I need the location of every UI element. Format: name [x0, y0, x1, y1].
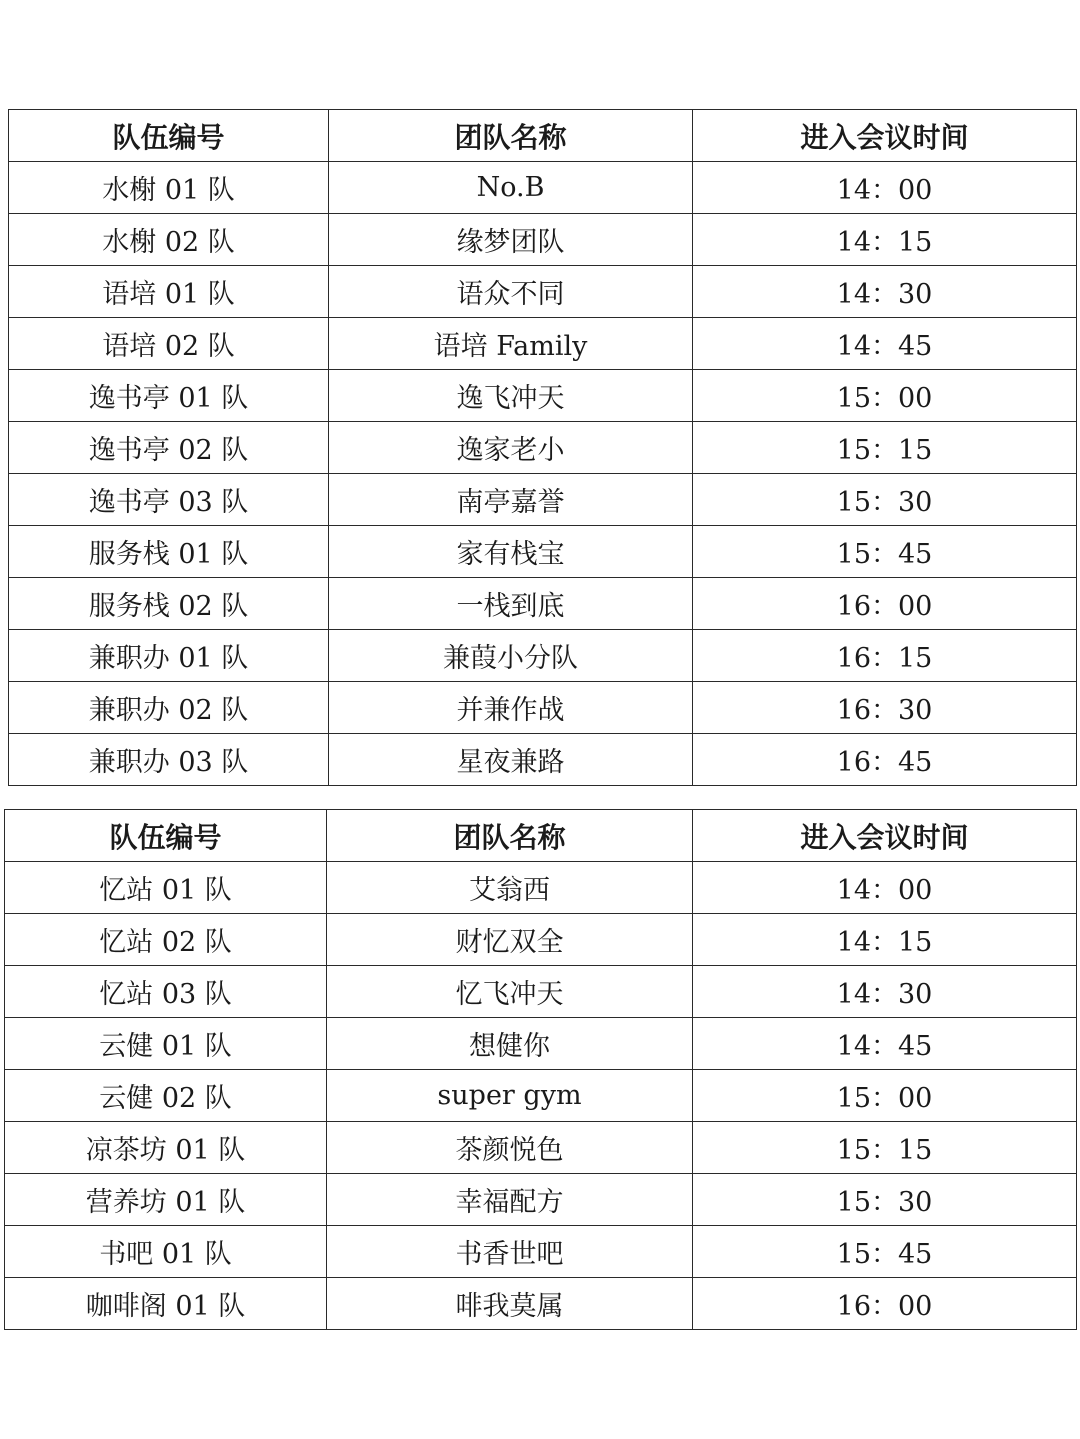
column-header-team-name: 团队名称	[327, 810, 693, 862]
team-name-cell: 逸家老小	[329, 422, 693, 474]
table-row	[9, 682, 1077, 734]
table-row	[9, 630, 1077, 682]
team-name-cell: 啡我莫属	[327, 1278, 693, 1330]
table-body	[5, 862, 1077, 1330]
team-id-cell: 语培 02 队	[9, 318, 329, 370]
meeting-time-cell: 15：15	[693, 1122, 1077, 1174]
team-name-cell: No.B	[329, 162, 693, 214]
meeting-time-cell: 16：00	[693, 1278, 1077, 1330]
table-row	[5, 914, 1077, 966]
meeting-time-cell: 15：00	[693, 1070, 1077, 1122]
team-id-cell: 书吧 01 队	[5, 1226, 327, 1278]
meeting-time-cell: 14：30	[693, 266, 1077, 318]
team-name-cell: 财忆双全	[327, 914, 693, 966]
meeting-time-cell: 14：00	[693, 862, 1077, 914]
meeting-time-cell: 14：30	[693, 966, 1077, 1018]
team-name-cell: 一栈到底	[329, 578, 693, 630]
team-id-cell: 逸书亭 02 队	[9, 422, 329, 474]
team-id-cell: 水榭 02 队	[9, 214, 329, 266]
table-row	[9, 266, 1077, 318]
meeting-time-cell: 15：45	[693, 526, 1077, 578]
team-id-cell: 服务栈 01 队	[9, 526, 329, 578]
team-id-cell: 语培 01 队	[9, 266, 329, 318]
meeting-time-cell: 14：45	[693, 318, 1077, 370]
meeting-time-cell: 14：15	[693, 914, 1077, 966]
team-id-cell: 营养坊 01 队	[5, 1174, 327, 1226]
meeting-time-cell: 15：30	[693, 1174, 1077, 1226]
team-name-cell: 想健你	[327, 1018, 693, 1070]
team-name-cell: 家有栈宝	[329, 526, 693, 578]
table-row	[5, 1122, 1077, 1174]
column-header-team-id: 队伍编号	[5, 810, 327, 862]
team-name-cell: 幸福配方	[327, 1174, 693, 1226]
table-body	[9, 162, 1077, 786]
team-id-cell: 逸书亭 01 队	[9, 370, 329, 422]
team-id-cell: 忆站 01 队	[5, 862, 327, 914]
column-header-team-name: 团队名称	[329, 110, 693, 162]
team-id-cell: 水榭 01 队	[9, 162, 329, 214]
meeting-time-cell: 16：00	[693, 578, 1077, 630]
team-name-cell: 忆飞冲天	[327, 966, 693, 1018]
team-id-cell: 忆站 03 队	[5, 966, 327, 1018]
team-id-cell: 兼职办 01 队	[9, 630, 329, 682]
column-header-team-id: 队伍编号	[9, 110, 329, 162]
table-row	[5, 1018, 1077, 1070]
meeting-time-cell: 16：30	[693, 682, 1077, 734]
team-name-cell: 南亭嘉誉	[329, 474, 693, 526]
table-row	[9, 214, 1077, 266]
table-row	[9, 318, 1077, 370]
table-row	[5, 966, 1077, 1018]
team-schedule-table-1	[8, 109, 1077, 786]
team-name-cell: 星夜兼路	[329, 734, 693, 786]
table-row	[9, 734, 1077, 786]
team-name-cell: 艾翁西	[327, 862, 693, 914]
meeting-time-cell: 16：45	[693, 734, 1077, 786]
team-name-cell: 茶颜悦色	[327, 1122, 693, 1174]
team-name-cell: 兼葭小分队	[329, 630, 693, 682]
meeting-time-cell: 16：15	[693, 630, 1077, 682]
team-name-cell: 语众不同	[329, 266, 693, 318]
team-id-cell: 兼职办 03 队	[9, 734, 329, 786]
team-name-cell: 语培 Family	[329, 318, 693, 370]
column-header-meeting-time: 进入会议时间	[693, 110, 1077, 162]
table-row	[9, 422, 1077, 474]
meeting-time-cell: 15：15	[693, 422, 1077, 474]
table-row	[5, 1278, 1077, 1330]
team-id-cell: 逸书亭 03 队	[9, 474, 329, 526]
meeting-time-cell: 15：45	[693, 1226, 1077, 1278]
table-header-row	[9, 110, 1077, 162]
table-row	[9, 370, 1077, 422]
team-schedule-table-2	[4, 809, 1077, 1330]
team-id-cell: 咖啡阁 01 队	[5, 1278, 327, 1330]
team-id-cell: 云健 02 队	[5, 1070, 327, 1122]
team-id-cell: 忆站 02 队	[5, 914, 327, 966]
table-row	[5, 1174, 1077, 1226]
table-header-row	[5, 810, 1077, 862]
meeting-time-cell: 14：15	[693, 214, 1077, 266]
meeting-time-cell: 14：45	[693, 1018, 1077, 1070]
table-row	[9, 578, 1077, 630]
table-row	[9, 526, 1077, 578]
team-id-cell: 凉茶坊 01 队	[5, 1122, 327, 1174]
table-row	[5, 1226, 1077, 1278]
team-name-cell: 逸飞冲天	[329, 370, 693, 422]
table-row	[5, 1070, 1077, 1122]
table-row	[5, 862, 1077, 914]
meeting-time-cell: 14：00	[693, 162, 1077, 214]
table-row	[9, 162, 1077, 214]
meeting-time-cell: 15：30	[693, 474, 1077, 526]
team-id-cell: 云健 01 队	[5, 1018, 327, 1070]
team-name-cell: super gym	[327, 1070, 693, 1122]
team-name-cell: 并兼作战	[329, 682, 693, 734]
meeting-time-cell: 15：00	[693, 370, 1077, 422]
team-id-cell: 兼职办 02 队	[9, 682, 329, 734]
column-header-meeting-time: 进入会议时间	[693, 810, 1077, 862]
table-row	[9, 474, 1077, 526]
team-name-cell: 书香世吧	[327, 1226, 693, 1278]
team-name-cell: 缘梦团队	[329, 214, 693, 266]
team-id-cell: 服务栈 02 队	[9, 578, 329, 630]
